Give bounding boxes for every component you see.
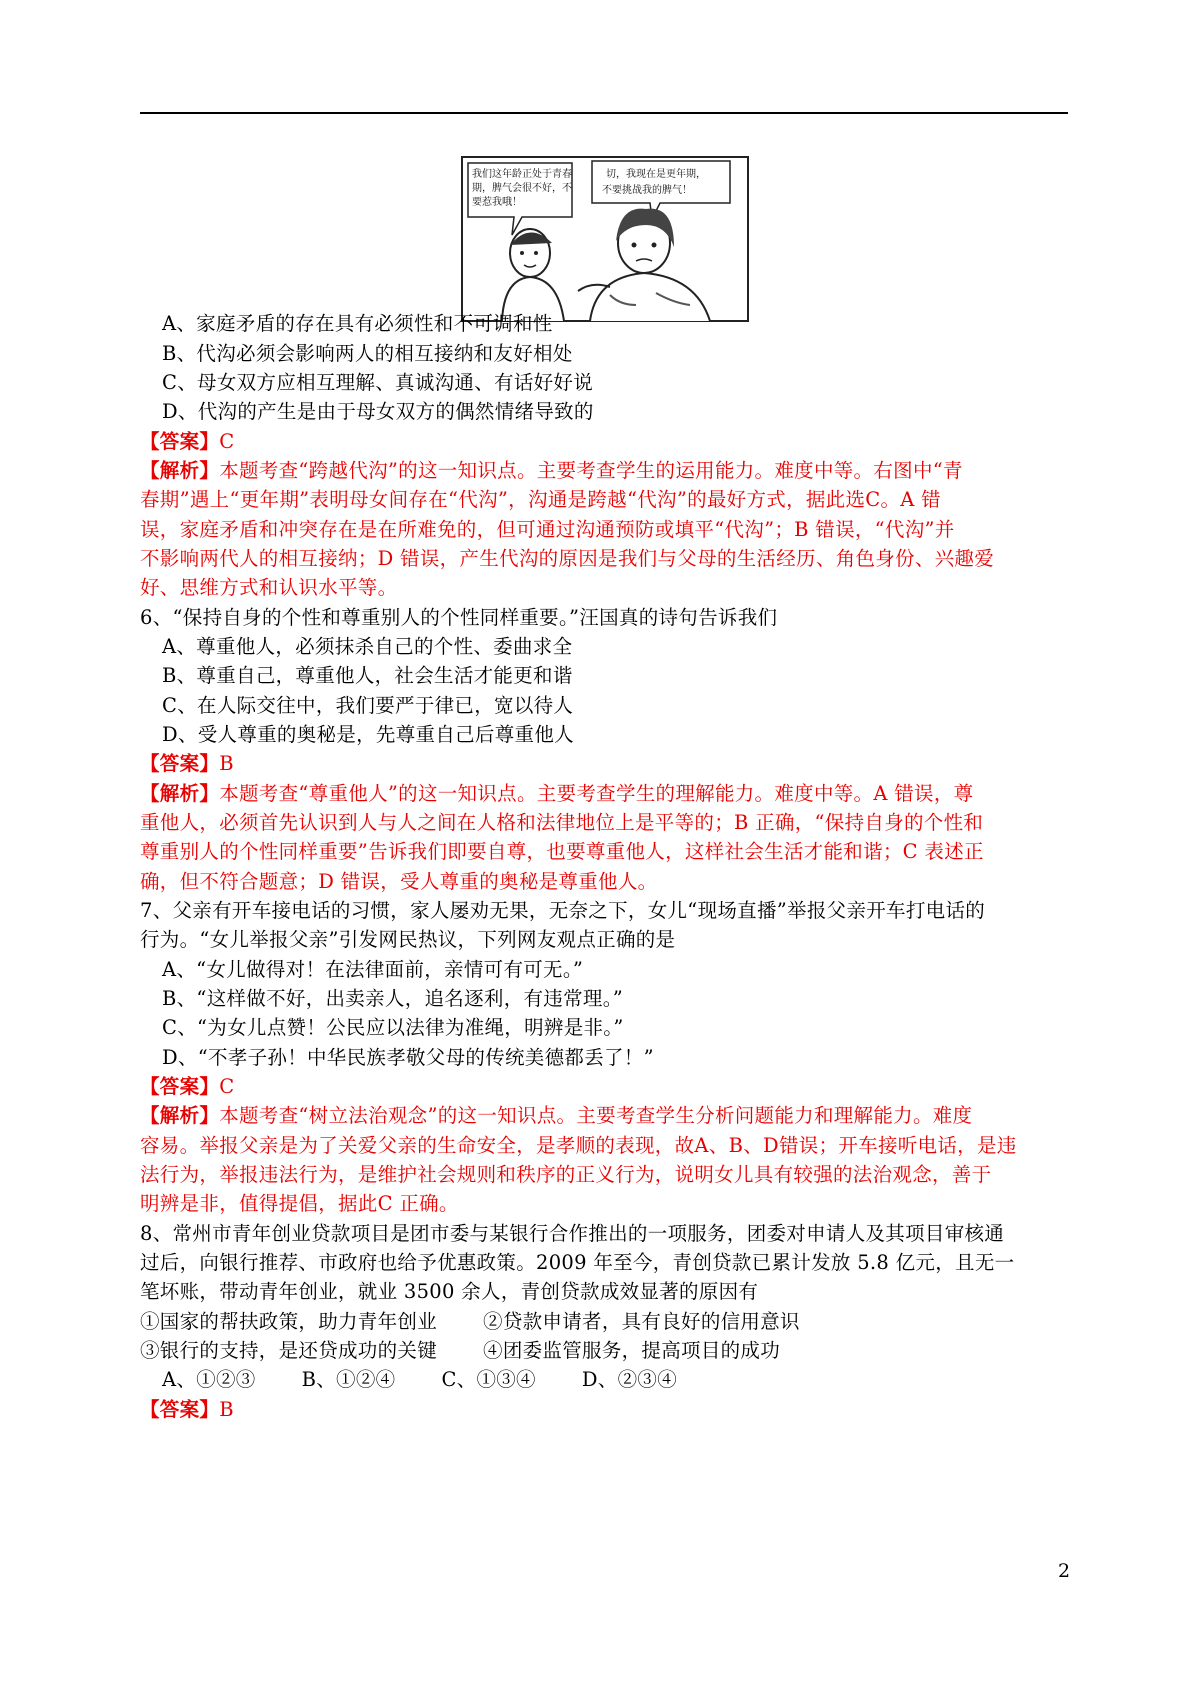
q5-option-b: B、代沟必须会影响两人的相互接纳和友好相处 [162,342,573,365]
q6-analysis-line-2: 重他人，必须首先认识到人与人之间在人格和法律地位上是平等的；B 正确，“保持自身的个性和 [140,811,984,834]
analysis-tag: 【解析】 [140,1104,220,1127]
q5-option-a: A、家庭矛盾的存在具有必须性和不可调和性 [162,312,553,335]
q6-option-d: D、受人尊重的奥秘是，先尊重自己后尊重他人 [162,723,574,746]
q8-option-c: C、①③④ [441,1368,536,1391]
answer-value: B [219,752,234,775]
answer-value: C [219,430,235,453]
q8-option-b: B、①②④ [301,1368,396,1391]
header-rule [140,112,1068,114]
cartoon-illustration [460,155,750,323]
answer-tag: 【答案】 [140,1398,220,1421]
q6-analysis-line-4: 确，但不符合题意；D 错误，受人尊重的奥秘是尊重他人。 [140,870,658,893]
q7-option-b: B、“这样做不好，出卖亲人，追名逐利，有违常理。” [162,987,624,1010]
q8-item-3: ③银行的支持，是还贷成功的关键 [140,1339,438,1362]
q5-option-c: C、母女双方应相互理解、真诚沟通、有话好好说 [162,371,594,394]
q8-stem-line-3: 笔坏账，带动青年创业，就业 3500 余人，青创贷款成效显著的原因有 [140,1280,759,1303]
q8-stem-line-2: 过后，向银行推荐、市政府也给予优惠政策。2009 年至今，青创贷款已累计发放 5.8 亿元，且无一 [140,1251,1015,1274]
q8-item-1: ①国家的帮扶政策，助力青年创业 [140,1310,438,1333]
analysis-text: 本题考查“树立法治观念”的这一知识点。主要考查学生分析问题能力和理解能力。难度 [219,1104,973,1127]
q7-option-a: A、“女儿做得对！在法律面前，亲情可有可无。” [162,958,584,981]
q7-option-d: D、“不孝子孙！中华民族孝敬父母的传统美德都丢了！” [162,1046,654,1069]
q8-stem-line-1: 8、常州市青年创业贷款项目是团市委与某银行合作推出的一项服务，团委对申请人及其项目审核通 [140,1222,1005,1245]
svg-text:不要挑战我的脾气！: 不要挑战我的脾气！ [602,185,692,196]
q8-item-2: ②贷款申请者，具有良好的信用意识 [483,1310,800,1333]
q5-analysis-line-3: 误，家庭矛盾和冲突存在是在所难免的，但可通过沟通预防或填平“代沟”；B 错误，“代沟”并 [140,518,955,541]
page-number: 2 [1058,1560,1071,1582]
q7-option-c: C、“为女儿点赞！公民应以法律为准绳，明辨是非。” [162,1016,624,1039]
q6-option-c: C、在人际交往中，我们要严于律已，宽以待人 [162,694,574,717]
q5-analysis-line-5: 好、思维方式和认识水平等。 [140,576,398,599]
q7-analysis-line-1 [140,1100,1070,1132]
q7-answer [140,1071,1070,1103]
q6-option-b: B、尊重自己，尊重他人，社会生活才能更和谐 [162,664,573,687]
q8-items-row-1 [140,1306,1070,1338]
q8-item-4: ④团委监管服务，提高项目的成功 [483,1339,781,1362]
q5-analysis-line-1 [140,455,1070,487]
q8-items-row-2 [140,1335,1070,1367]
answer-tag: 【答案】 [140,430,220,453]
answer-tag: 【答案】 [140,1075,220,1098]
q8-option-a: A、①②③ [162,1368,256,1391]
q5-option-d: D、代沟的产生是由于母女双方的偶然情绪导致的 [162,400,594,423]
q6-option-a: A、尊重他人，必须抹杀自己的个性、委曲求全 [162,635,573,658]
svg-text:切，我现在是更年期，: 切，我现在是更年期， [606,169,706,180]
q6-answer [140,748,1070,780]
svg-text:要惹我哦！: 要惹我哦！ [472,197,522,208]
analysis-text: 本题考查“尊重他人”的这一知识点。主要考查学生的理解能力。难度中等。A 错误，尊 [219,782,974,805]
q8-options [162,1364,1092,1396]
svg-text:我们这年龄正处于青春: 我们这年龄正处于青春 [472,169,572,180]
q5-analysis-line-2: 春期”遇上“更年期”表明母女间存在“代沟”，沟通是跨越“代沟”的最好方式，据此选C。A 错 [140,488,941,511]
svg-text:期，脾气会很不好，不: 期，脾气会很不好，不 [472,183,572,194]
q8-answer [140,1394,1070,1426]
q6-stem: 6、“保持自身的个性和尊重别人的个性同样重要。”汪国真的诗句告诉我们 [140,606,778,629]
analysis-tag: 【解析】 [140,459,220,482]
q7-analysis-line-2: 容易。举报父亲是为了关爱父亲的生命安全，是孝顺的表现，故A、B、D错误；开车接听电话，是违 [140,1134,1017,1157]
analysis-tag: 【解析】 [140,782,220,805]
q5-analysis-line-4: 不影响两代人的相互接纳；D 错误，产生代沟的原因是我们与父母的生活经历、角色身份、兴趣爱 [140,547,995,570]
q5-answer [140,426,1070,458]
analysis-text: 本题考查“跨越代沟”的这一知识点。主要考查学生的运用能力。难度中等。右图中“青 [219,459,963,482]
answer-value: C [219,1075,235,1098]
q6-analysis-line-1 [140,778,1070,810]
q8-option-d: D、②③④ [581,1368,677,1391]
q7-stem-line-2: 行为。“女儿举报父亲”引发网民热议，下列网友观点正确的是 [140,928,676,951]
q7-analysis-line-3: 法行为，举报违法行为，是维护社会规则和秩序的正义行为，说明女儿具有较强的法治观念，善于 [140,1163,992,1186]
answer-tag: 【答案】 [140,752,220,775]
answer-value: B [219,1398,234,1421]
q6-analysis-line-3: 尊重别人的个性同样重要”告诉我们即要自尊，也要尊重他人，这样社会生活才能和谐；C 表述正 [140,840,984,863]
q7-stem-line-1: 7、父亲有开车接电话的习惯，家人屡劝无果，无奈之下，女儿“现场直播”举报父亲开车打电话的 [140,899,986,922]
q7-analysis-line-4: 明辨是非，值得提倡，据此C 正确。 [140,1192,459,1215]
